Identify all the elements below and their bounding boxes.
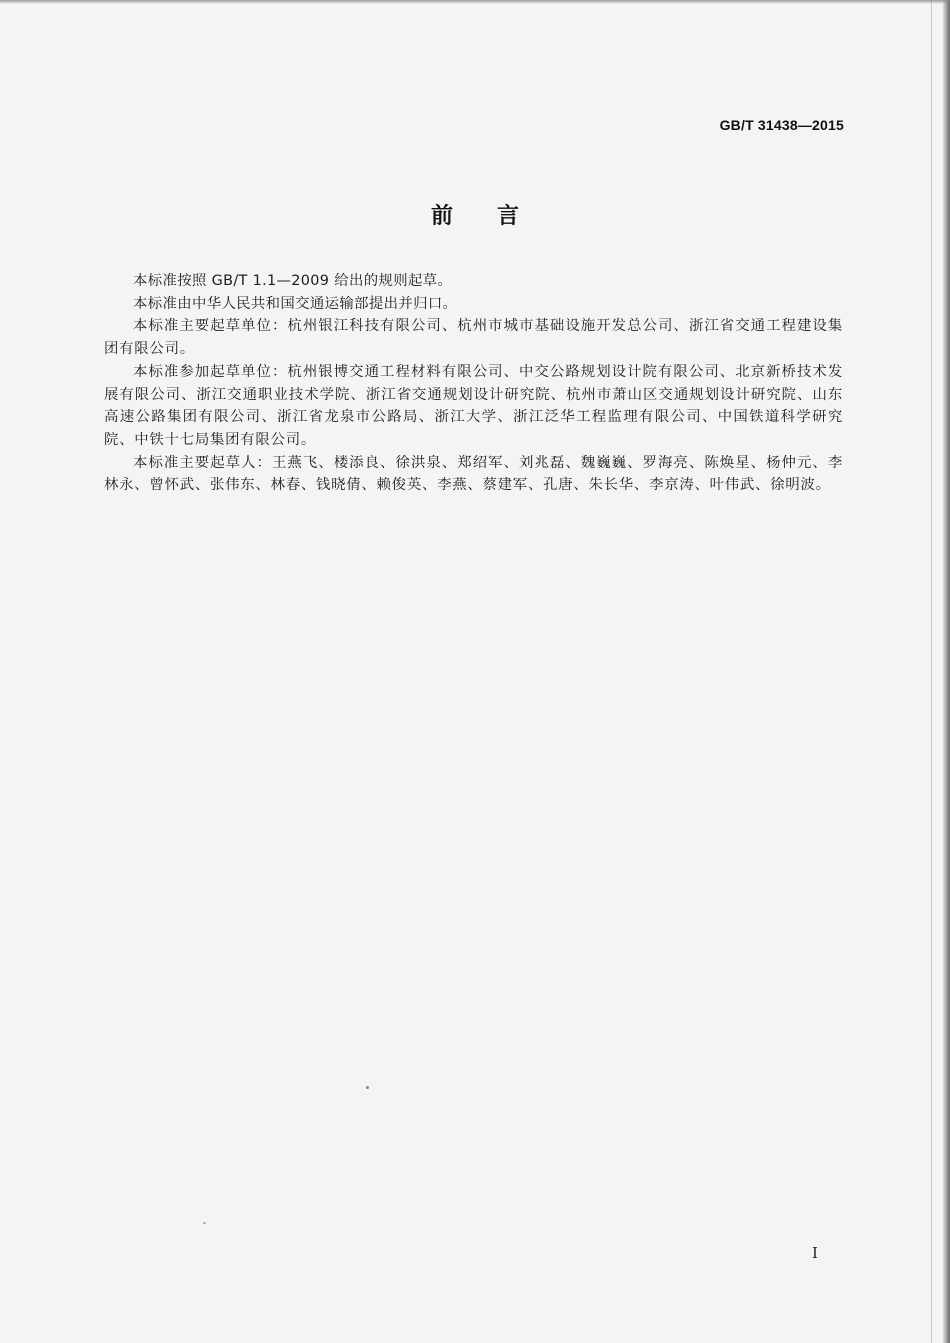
page-number: I: [812, 1244, 818, 1262]
page-title: [0, 199, 950, 230]
paragraph-participating-units: 本标准参加起草单位：杭州银博交通工程材料有限公司、中交公路规划设计院有限公司、北京新桥技术发展有限公司、浙江交通职业技术学院、浙江省交通规划设计研究院、杭州市萧山区交通规划设计研究院、山东高速公路集团有限公司、浙江省龙泉市公路局、浙江大学、浙江泛华工程监理有限公司、中国铁道科学研究院、中铁十七局集团有限公司。: [104, 363, 843, 448]
paragraph-drafting-rules: 本标准按照 GB/T 1.1—2009 给出的规则起草。: [133, 273, 453, 289]
title-char-2: 言: [497, 204, 520, 229]
paragraph-proposer: 本标准由中华人民共和国交通运输部提出并归口。: [133, 295, 458, 312]
paragraph-main-drafting-units: 本标准主要起草单位：杭州银江科技有限公司、杭州市城市基础设施开发总公司、浙江省交通工程建设集团有限公司。: [104, 318, 843, 358]
foreword-body: [104, 270, 843, 497]
paragraph-main-drafters: 本标准主要起草人：王燕飞、楼添良、徐洪泉、郑绍军、刘兆磊、魏巍巍、罗海亮、陈焕星、杨仲元、李林永、曾怀武、张伟东、林春、钱晓倩、赖俊英、李燕、蔡建军、孔唐、朱长华、李京涛、叶伟武、徐明波。: [104, 454, 843, 494]
scan-edge-top: [0, 0, 950, 4]
scan-speck: [203, 1222, 206, 1224]
title-char-1: 前: [430, 204, 453, 229]
standard-code: GB/T 31438—2015: [719, 117, 844, 133]
scan-speck: [366, 1086, 369, 1089]
